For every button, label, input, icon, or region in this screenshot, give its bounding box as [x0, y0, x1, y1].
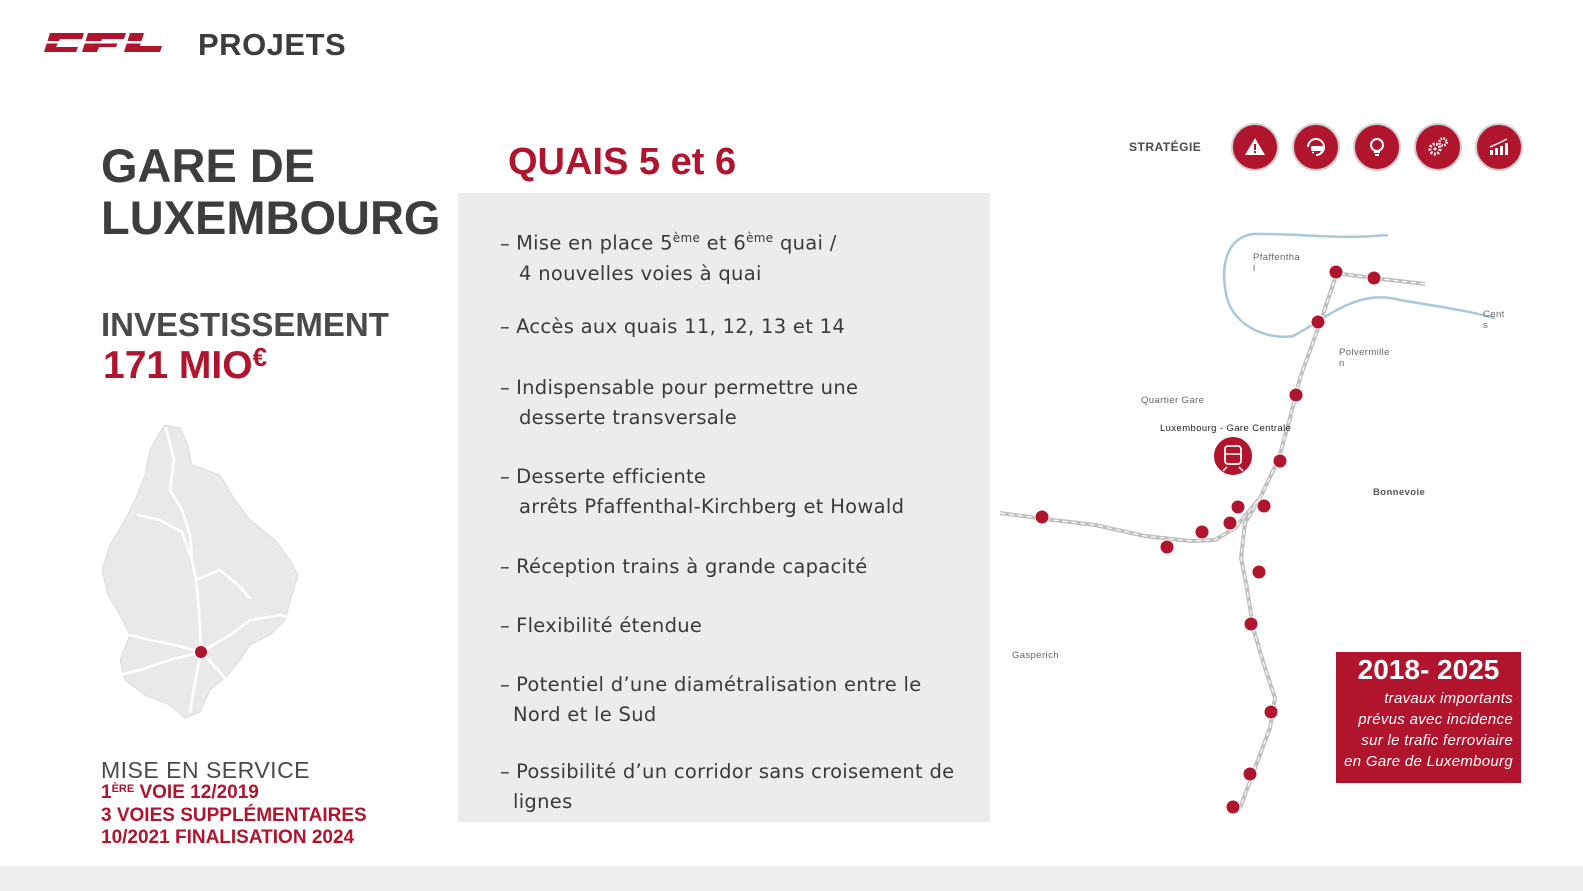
bullet-item: – Flexibilité étendue	[500, 614, 703, 637]
strategy-label: STRATÉGIE	[1129, 140, 1202, 154]
map-label-polvermillen: Polvermille n	[1339, 347, 1390, 369]
timeline-years: 2018- 2025	[1357, 654, 1500, 685]
timeline-box	[1336, 652, 1521, 783]
station-title-line1: GARE DE	[101, 139, 316, 192]
bullet-panel	[458, 193, 990, 822]
bullet-item: – Réception trains à grande capacité	[500, 555, 868, 578]
bullet-item: – Indispensable pour permettre une desserte transversale	[500, 376, 859, 429]
investment-label: INVESTISSEMENT	[101, 306, 389, 343]
warning-icon	[1231, 123, 1279, 171]
bullet-item: – Potentiel d’une diamétralisation entre le Nord et le Sud	[500, 673, 922, 726]
station-title	[101, 140, 461, 244]
service-line-3: 10/2021 FINALISATION 2024	[101, 827, 355, 848]
timeline-text: travaux importants prévus avec incidence sur le trafic ferroviaire en Gare de Luxembourg	[1344, 690, 1513, 770]
map-label-gasperich: Gasperich	[1012, 650, 1059, 661]
customer-train-icon	[1292, 123, 1340, 171]
performance-chart-icon	[1475, 123, 1523, 171]
investment-currency: €	[252, 342, 268, 372]
station-title-line2: LUXEMBOURG	[101, 191, 441, 244]
investment-value	[103, 342, 267, 388]
map-label-gare-centrale: Luxembourg - Gare Centrale	[1160, 423, 1292, 434]
bullet-item: – Accès aux quais 11, 12, 13 et 14	[500, 315, 846, 338]
lightbulb-icon	[1353, 123, 1401, 171]
header-title: PROJETS	[198, 27, 347, 62]
cfl-logo	[42, 30, 162, 54]
service-label: MISE EN SERVICE	[101, 757, 311, 783]
bullet-item: – Possibilité d’un corridor sans croisement de lignes	[500, 760, 955, 813]
map-label-bonnevoie: Bonnevoie	[1373, 487, 1426, 498]
bullet-item: – Desserte efficiente arrêts Pfaffenthal-Kirchberg et Howald	[500, 465, 905, 518]
gears-icon	[1414, 123, 1462, 171]
service-line-1: 1ÈRE VOIE 12/2019	[101, 782, 259, 803]
quais-title: QUAIS 5 et 6	[508, 141, 737, 183]
footer-strip	[0, 866, 1583, 891]
map-label-pfaffenthal: Pfaffentha l	[1253, 252, 1301, 274]
bullet-item: – Mise en place 5ème et 6ème quai / 4 nouvelles voies à quai	[500, 231, 837, 285]
luxembourg-country-map	[100, 420, 305, 720]
map-label-quartier-gare: Quartier Gare	[1141, 395, 1205, 406]
map-label-centre: Cent s	[1483, 309, 1505, 331]
service-line-2: 3 VOIES SUPPLÉMENTAIRES	[101, 805, 367, 826]
investment-amount: 171 MIO	[103, 344, 253, 387]
